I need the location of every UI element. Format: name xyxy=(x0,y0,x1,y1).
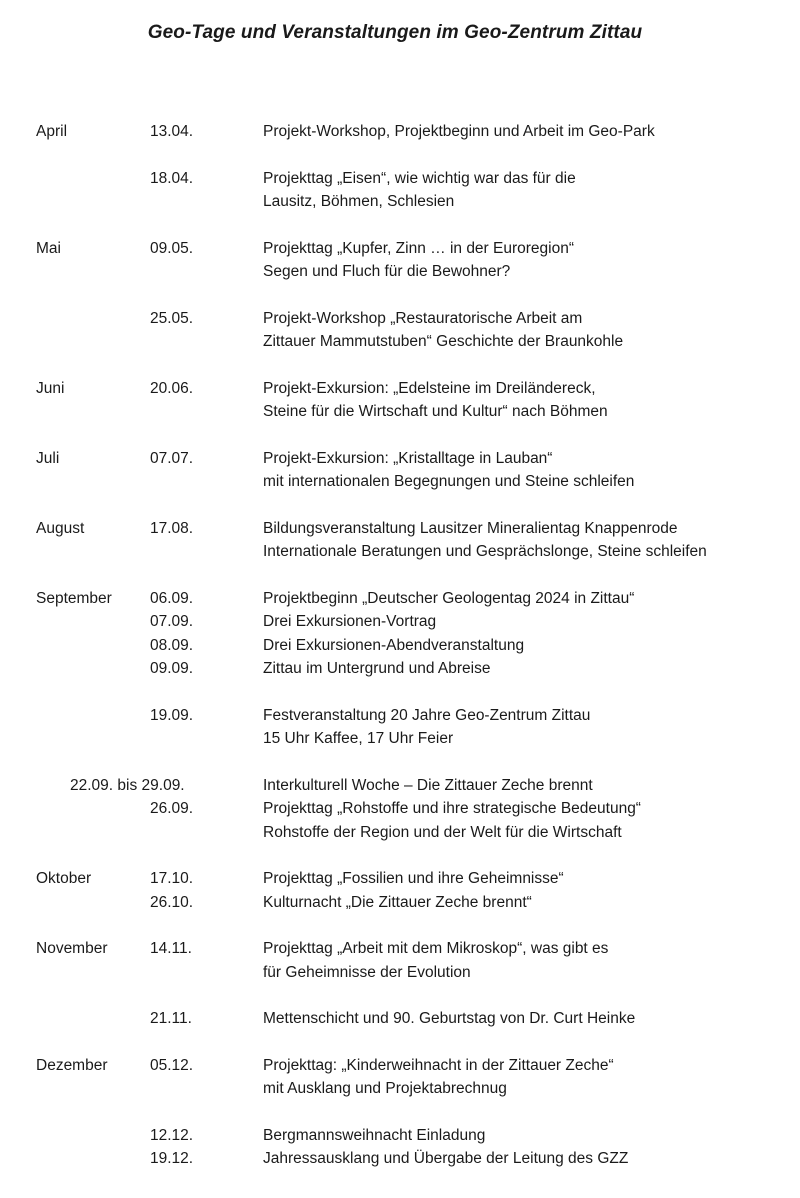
event-date: 09.05. xyxy=(150,239,194,257)
schedule-entry xyxy=(0,937,800,984)
event-date: 13.04. xyxy=(150,123,194,140)
event-text-line: Drei Exkursionen-Abendveranstaltung xyxy=(263,636,525,654)
event-date: 12.12. xyxy=(150,1126,194,1144)
schedule-entry xyxy=(0,610,800,634)
schedule-entry xyxy=(0,120,800,144)
event-date: 26.10. xyxy=(150,893,194,911)
event-description xyxy=(263,797,800,844)
event-description xyxy=(263,237,800,284)
month-label: November xyxy=(36,940,108,957)
schedule-entry xyxy=(0,1147,800,1171)
event-date: 18.04. xyxy=(150,169,194,187)
event-date: 09.09. xyxy=(150,660,194,677)
event-text-line: Festveranstaltung 20 Jahre Geo-Zentrum Zittau xyxy=(263,706,591,724)
schedule-entry xyxy=(0,704,800,751)
event-date: 14.11. xyxy=(150,940,192,957)
event-date: 05.12. xyxy=(150,1056,194,1074)
event-text-line: Interkulturell Woche – Die Zittauer Zeche brennt xyxy=(263,776,593,794)
event-description xyxy=(263,891,800,915)
schedule-entry xyxy=(0,797,800,844)
event-date-range: 22.09. bis 29.09. xyxy=(70,776,185,794)
event-text-line: Projekttag: „Kinderweihnacht in der Zittauer Zeche“ xyxy=(263,1056,614,1074)
event-date: 25.05. xyxy=(150,309,194,327)
event-date: 08.09. xyxy=(150,636,194,654)
event-description xyxy=(263,937,800,984)
event-description xyxy=(263,657,800,681)
event-text-line: Jahressausklang und Übergabe der Leitung des GZZ xyxy=(263,1150,629,1167)
event-text-line: Projekt-Workshop „Restauratorische Arbeit am xyxy=(263,309,583,327)
event-text-line: Projektbeginn „Deutscher Geologentag 2024 in Zittau“ xyxy=(263,589,635,607)
event-text-line: mit Ausklang und Projektabrechnug xyxy=(263,1080,507,1097)
event-date: 17.10. xyxy=(150,870,194,887)
schedule-entry xyxy=(0,774,800,798)
schedule-entry xyxy=(0,867,800,891)
schedule-entry xyxy=(0,377,800,424)
event-date: 06.09. xyxy=(150,589,194,607)
event-description xyxy=(263,307,800,354)
event-description xyxy=(263,1147,800,1171)
event-text-line: Drei Exkursionen-Vortrag xyxy=(263,613,437,630)
event-description xyxy=(263,1054,800,1101)
schedule-entry xyxy=(0,237,800,284)
month-label: April xyxy=(36,123,68,140)
schedule-entry xyxy=(0,447,800,494)
event-text-line: Segen und Fluch für die Bewohner? xyxy=(263,263,511,280)
schedule-entry xyxy=(0,307,800,354)
event-text-line: Kulturnacht „Die Zittauer Zeche brennt“ xyxy=(263,893,532,911)
event-description xyxy=(263,634,800,658)
month-label: Juli xyxy=(36,449,60,467)
schedule-entry xyxy=(0,1054,800,1101)
month-label: Juni xyxy=(36,379,65,397)
event-date: 07.07. xyxy=(150,449,194,467)
month-label: September xyxy=(36,589,112,607)
schedule-entry xyxy=(0,167,800,214)
event-date: 19.12. xyxy=(150,1150,194,1167)
event-text-line: Projekttag „Arbeit mit dem Mikroskop“, was gibt es xyxy=(263,940,609,957)
event-text-line: Zittauer Mammutstuben“ Geschichte der Braunkohle xyxy=(263,333,624,350)
event-text-line: Steine für die Wirtschaft und Kultur“ nach Böhmen xyxy=(263,403,608,420)
event-text-line: Mettenschicht und 90. Geburtstag von Dr. Curt Heinke xyxy=(263,1010,636,1027)
event-text-line: für Geheimnisse der Evolution xyxy=(263,963,471,981)
event-text-line: 15 Uhr Kaffee, 17 Uhr Feier xyxy=(263,730,454,747)
schedule-entry xyxy=(0,657,800,681)
event-description xyxy=(263,447,800,494)
event-text-line: Projekttag „Kupfer, Zinn … in der Euroregion“ xyxy=(263,239,575,257)
event-description xyxy=(263,774,800,798)
event-text-line: Projekt-Exkursion: „Edelsteine im Dreiländereck, xyxy=(263,379,596,397)
event-text-line: Lausitz, Böhmen, Schlesien xyxy=(263,193,455,210)
event-description xyxy=(263,610,800,634)
month-label: Oktober xyxy=(36,870,92,887)
event-date: 20.06. xyxy=(150,379,194,397)
schedule-entry xyxy=(0,634,800,658)
event-date: 21.11. xyxy=(150,1010,192,1027)
schedule-entry xyxy=(0,517,800,564)
event-date: 26.09. xyxy=(150,800,194,817)
event-text-line: Zittau im Untergrund und Abreise xyxy=(263,660,491,677)
event-date: 17.08. xyxy=(150,519,194,537)
event-text-line: Rohstoffe der Region und der Welt für die Wirtschaft xyxy=(263,823,622,841)
event-text-line: Projekttag „Fossilien und ihre Geheimnisse“ xyxy=(263,870,564,887)
event-text-line: Projekt-Exkursion: „Kristalltage in Lauban“ xyxy=(263,449,553,467)
event-description xyxy=(263,167,800,214)
event-date: 19.09. xyxy=(150,706,194,724)
event-schedule xyxy=(0,120,800,1171)
month-label: Dezember xyxy=(36,1056,108,1074)
page-title: Geo-Tage und Veranstaltungen im Geo-Zentrum Zittau xyxy=(147,22,643,43)
event-date: 07.09. xyxy=(150,613,194,630)
event-description xyxy=(263,1007,800,1031)
event-description xyxy=(263,1124,800,1148)
schedule-entry xyxy=(0,1124,800,1148)
event-text-line: Bergmannsweihnacht Einladung xyxy=(263,1126,486,1144)
event-description xyxy=(263,587,800,611)
event-text-line: mit internationalen Begegnungen und Steine schleifen xyxy=(263,473,635,490)
event-description xyxy=(263,867,800,891)
schedule-entry xyxy=(0,891,800,915)
month-label: Mai xyxy=(36,239,61,257)
month-label: August xyxy=(36,519,85,537)
event-text-line: Projekt-Workshop, Projektbeginn und Arbeit im Geo-Park xyxy=(263,123,655,140)
event-text-line: Internationale Beratungen und Gesprächslonge, Steine schleifen xyxy=(263,543,707,560)
event-text-line: Projekttag „Rohstoffe und ihre strategische Bedeutung“ xyxy=(263,800,641,817)
event-description xyxy=(263,517,800,564)
event-text-line: Projekttag „Eisen“, wie wichtig war das für die xyxy=(263,169,576,187)
schedule-entry xyxy=(0,587,800,611)
event-text-line: Bildungsveranstaltung Lausitzer Mineralientag Knappenrode xyxy=(263,519,678,537)
schedule-entry xyxy=(0,1007,800,1031)
event-description xyxy=(263,704,800,751)
event-description xyxy=(263,120,800,144)
event-description xyxy=(263,377,800,424)
